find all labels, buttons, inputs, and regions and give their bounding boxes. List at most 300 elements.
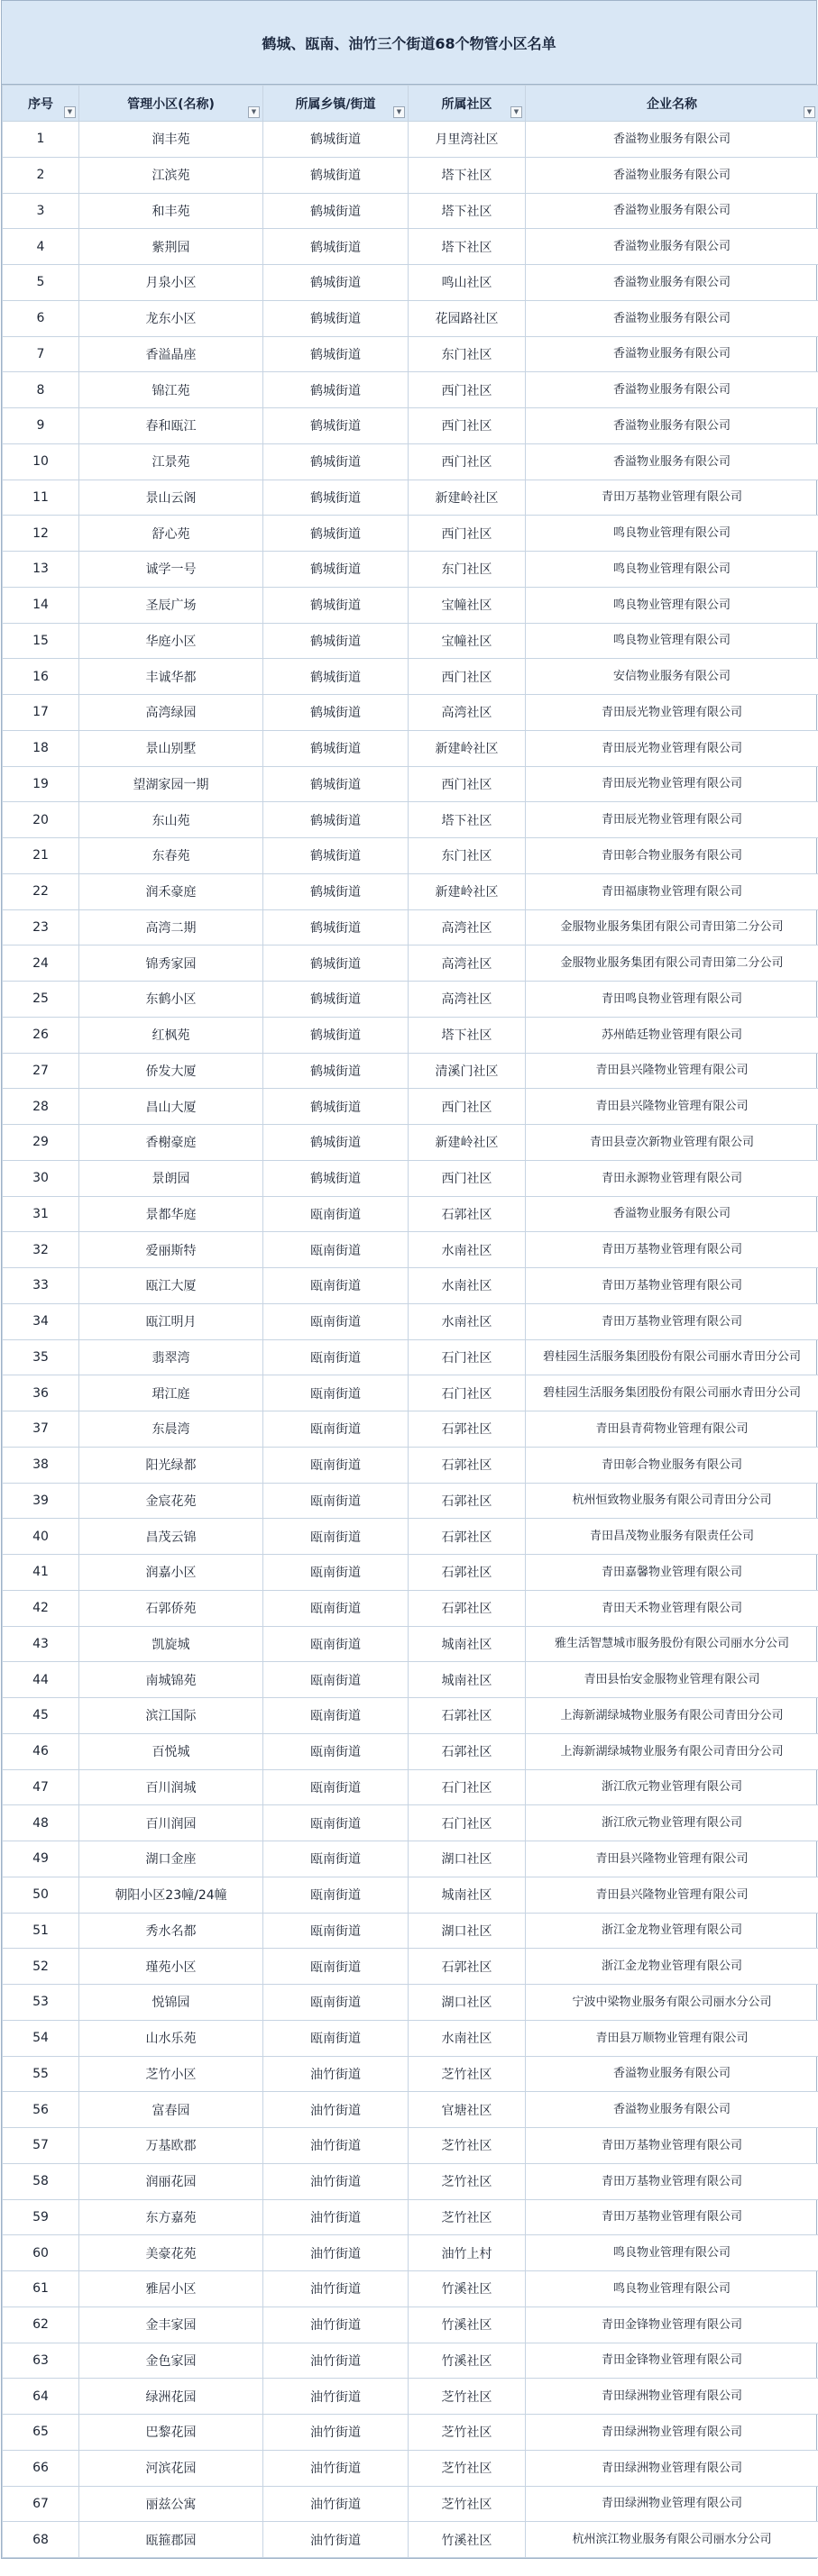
cell-index[interactable]: 11	[3, 480, 79, 516]
cell-neighborhood[interactable]: 宝幢社区	[409, 587, 526, 623]
cell-street[interactable]: 瓯南街道	[263, 1949, 409, 1985]
cell-neighborhood[interactable]: 新建岭社区	[409, 1125, 526, 1161]
cell-index[interactable]: 46	[3, 1733, 79, 1769]
cell-index[interactable]: 29	[3, 1125, 79, 1161]
cell-index[interactable]: 35	[3, 1339, 79, 1375]
cell-neighborhood[interactable]: 塔下社区	[409, 229, 526, 265]
cell-community[interactable]: 月泉小区	[79, 265, 263, 301]
cell-neighborhood[interactable]: 高湾社区	[409, 909, 526, 945]
cell-community[interactable]: 阳光绿都	[79, 1447, 263, 1483]
cell-street[interactable]: 瓯南街道	[263, 1411, 409, 1448]
cell-community[interactable]: 高湾二期	[79, 909, 263, 945]
cell-index[interactable]: 18	[3, 730, 79, 766]
cell-company[interactable]: 香溢物业服务有限公司	[526, 157, 818, 193]
cell-community[interactable]: 瓯江明月	[79, 1303, 263, 1339]
cell-index[interactable]: 30	[3, 1160, 79, 1196]
cell-community[interactable]: 朝阳小区23幢/24幢	[79, 1877, 263, 1913]
cell-company[interactable]: 香溢物业服务有限公司	[526, 193, 818, 229]
cell-community[interactable]: 富春园	[79, 2092, 263, 2128]
cell-community[interactable]: 香榭豪庭	[79, 1125, 263, 1161]
cell-neighborhood[interactable]: 东门社区	[409, 336, 526, 372]
cell-community[interactable]: 瓯箍郡园	[79, 2522, 263, 2558]
cell-company[interactable]: 青田鸣良物业管理有限公司	[526, 982, 818, 1018]
cell-street[interactable]: 油竹街道	[263, 2128, 409, 2164]
cell-index[interactable]: 63	[3, 2343, 79, 2379]
cell-company[interactable]: 青田彰合物业服务有限公司	[526, 1447, 818, 1483]
cell-index[interactable]: 17	[3, 695, 79, 731]
cell-index[interactable]: 1	[3, 122, 79, 158]
cell-company[interactable]: 青田绿洲物业管理有限公司	[526, 2379, 818, 2415]
cell-street[interactable]: 瓯南街道	[263, 1985, 409, 2021]
cell-company[interactable]: 香溢物业服务有限公司	[526, 229, 818, 265]
cell-community[interactable]: 丰诚华都	[79, 659, 263, 695]
cell-company[interactable]: 金服物业服务集团有限公司青田第二分公司	[526, 945, 818, 982]
cell-neighborhood[interactable]: 湖口社区	[409, 1985, 526, 2021]
cell-neighborhood[interactable]: 城南社区	[409, 1626, 526, 1662]
cell-neighborhood[interactable]: 城南社区	[409, 1877, 526, 1913]
cell-neighborhood[interactable]: 竹溪社区	[409, 2307, 526, 2343]
cell-community[interactable]: 舒心苑	[79, 516, 263, 552]
cell-street[interactable]: 瓯南街道	[263, 1196, 409, 1232]
cell-company[interactable]: 青田辰光物业管理有限公司	[526, 802, 818, 838]
cell-index[interactable]: 39	[3, 1483, 79, 1519]
cell-neighborhood[interactable]: 芝竹社区	[409, 2056, 526, 2092]
cell-community[interactable]: 江景苑	[79, 443, 263, 480]
cell-street[interactable]: 鹤城街道	[263, 1125, 409, 1161]
cell-company[interactable]: 香溢物业服务有限公司	[526, 443, 818, 480]
cell-neighborhood[interactable]: 西门社区	[409, 516, 526, 552]
cell-neighborhood[interactable]: 石郭社区	[409, 1733, 526, 1769]
cell-index[interactable]: 64	[3, 2379, 79, 2415]
cell-street[interactable]: 瓯南街道	[263, 1303, 409, 1339]
cell-neighborhood[interactable]: 高湾社区	[409, 945, 526, 982]
cell-company[interactable]: 青田县兴隆物业管理有限公司	[526, 1053, 818, 1089]
cell-company[interactable]: 鸣良物业管理有限公司	[526, 623, 818, 659]
cell-neighborhood[interactable]: 芝竹社区	[409, 2486, 526, 2522]
cell-community[interactable]: 东鹤小区	[79, 982, 263, 1018]
cell-community[interactable]: 丽兹公寓	[79, 2486, 263, 2522]
cell-company[interactable]: 青田福康物业管理有限公司	[526, 873, 818, 909]
cell-index[interactable]: 66	[3, 2450, 79, 2486]
cell-community[interactable]: 景朗园	[79, 1160, 263, 1196]
cell-company[interactable]: 上海新湖绿城物业服务有限公司青田分公司	[526, 1698, 818, 1734]
cell-company[interactable]: 安信物业服务有限公司	[526, 659, 818, 695]
cell-neighborhood[interactable]: 西门社区	[409, 443, 526, 480]
cell-street[interactable]: 瓯南街道	[263, 1805, 409, 1841]
cell-community[interactable]: 翡翠湾	[79, 1339, 263, 1375]
cell-community[interactable]: 湖口金座	[79, 1841, 263, 1877]
cell-company[interactable]: 青田绿洲物业管理有限公司	[526, 2486, 818, 2522]
cell-index[interactable]: 2	[3, 157, 79, 193]
cell-company[interactable]: 青田万基物业管理有限公司	[526, 1268, 818, 1304]
cell-company[interactable]: 青田县壹次新物业管理有限公司	[526, 1125, 818, 1161]
cell-community[interactable]: 东方嘉苑	[79, 2199, 263, 2235]
cell-index[interactable]: 68	[3, 2522, 79, 2558]
cell-index[interactable]: 19	[3, 766, 79, 802]
cell-community[interactable]: 紫荆园	[79, 229, 263, 265]
cell-index[interactable]: 62	[3, 2307, 79, 2343]
filter-dropdown-icon[interactable]: ▼	[510, 106, 522, 118]
cell-company[interactable]: 香溢物业服务有限公司	[526, 1196, 818, 1232]
cell-community[interactable]: 圣辰广场	[79, 587, 263, 623]
cell-company[interactable]: 青田辰光物业管理有限公司	[526, 766, 818, 802]
cell-neighborhood[interactable]: 石郭社区	[409, 1949, 526, 1985]
cell-index[interactable]: 7	[3, 336, 79, 372]
cell-index[interactable]: 23	[3, 909, 79, 945]
cell-street[interactable]: 鹤城街道	[263, 408, 409, 444]
cell-index[interactable]: 48	[3, 1805, 79, 1841]
cell-company[interactable]: 青田昌茂物业服务有限责任公司	[526, 1519, 818, 1555]
cell-street[interactable]: 油竹街道	[263, 2450, 409, 2486]
cell-company[interactable]: 青田万基物业管理有限公司	[526, 2163, 818, 2199]
cell-neighborhood[interactable]: 水南社区	[409, 2020, 526, 2056]
cell-community[interactable]: 侨发大厦	[79, 1053, 263, 1089]
cell-street[interactable]: 瓯南街道	[263, 2020, 409, 2056]
cell-community[interactable]: 凯旋城	[79, 1626, 263, 1662]
cell-company[interactable]: 青田县兴隆物业管理有限公司	[526, 1089, 818, 1125]
cell-index[interactable]: 40	[3, 1519, 79, 1555]
cell-company[interactable]: 鸣良物业管理有限公司	[526, 2235, 818, 2271]
cell-index[interactable]: 60	[3, 2235, 79, 2271]
cell-company[interactable]: 鸣良物业管理有限公司	[526, 552, 818, 588]
cell-company[interactable]: 青田万基物业管理有限公司	[526, 1232, 818, 1268]
cell-community[interactable]: 红枫苑	[79, 1017, 263, 1053]
cell-street[interactable]: 鹤城街道	[263, 1053, 409, 1089]
cell-index[interactable]: 55	[3, 2056, 79, 2092]
cell-community[interactable]: 绿洲花园	[79, 2379, 263, 2415]
cell-index[interactable]: 22	[3, 873, 79, 909]
cell-community[interactable]: 景山云阁	[79, 480, 263, 516]
cell-index[interactable]: 32	[3, 1232, 79, 1268]
cell-index[interactable]: 47	[3, 1769, 79, 1805]
cell-company[interactable]: 鸣良物业管理有限公司	[526, 2271, 818, 2307]
cell-index[interactable]: 26	[3, 1017, 79, 1053]
cell-community[interactable]: 滨江国际	[79, 1698, 263, 1734]
cell-street[interactable]: 瓯南街道	[263, 1232, 409, 1268]
cell-neighborhood[interactable]: 花园路社区	[409, 300, 526, 336]
cell-community[interactable]: 和丰苑	[79, 193, 263, 229]
cell-neighborhood[interactable]: 石郭社区	[409, 1483, 526, 1519]
cell-neighborhood[interactable]: 油竹上村	[409, 2235, 526, 2271]
cell-index[interactable]: 14	[3, 587, 79, 623]
cell-community[interactable]: 秀水名都	[79, 1913, 263, 1949]
cell-community[interactable]: 南城锦苑	[79, 1662, 263, 1698]
cell-company[interactable]: 浙江欣元物业管理有限公司	[526, 1769, 818, 1805]
cell-street[interactable]: 鹤城街道	[263, 336, 409, 372]
cell-community[interactable]: 悦锦园	[79, 1985, 263, 2021]
cell-street[interactable]: 鹤城街道	[263, 945, 409, 982]
cell-street[interactable]: 瓯南街道	[263, 1769, 409, 1805]
cell-street[interactable]: 鹤城街道	[263, 838, 409, 874]
cell-neighborhood[interactable]: 石郭社区	[409, 1411, 526, 1448]
cell-company[interactable]: 雅生活智慧城市服务股份有限公司丽水分公司	[526, 1626, 818, 1662]
cell-index[interactable]: 20	[3, 802, 79, 838]
cell-index[interactable]: 31	[3, 1196, 79, 1232]
cell-company[interactable]: 青田县怡安金服物业管理有限公司	[526, 1662, 818, 1698]
cell-neighborhood[interactable]: 西门社区	[409, 1089, 526, 1125]
cell-street[interactable]: 鹤城街道	[263, 193, 409, 229]
cell-company[interactable]: 青田绿洲物业管理有限公司	[526, 2450, 818, 2486]
cell-neighborhood[interactable]: 石门社区	[409, 1805, 526, 1841]
cell-street[interactable]: 鹤城街道	[263, 982, 409, 1018]
cell-index[interactable]: 41	[3, 1555, 79, 1591]
cell-community[interactable]: 景山别墅	[79, 730, 263, 766]
cell-neighborhood[interactable]: 塔下社区	[409, 1017, 526, 1053]
cell-street[interactable]: 油竹街道	[263, 2415, 409, 2451]
cell-index[interactable]: 3	[3, 193, 79, 229]
cell-street[interactable]: 鹤城街道	[263, 802, 409, 838]
cell-company[interactable]: 青田县兴隆物业管理有限公司	[526, 1841, 818, 1877]
cell-neighborhood[interactable]: 石门社区	[409, 1339, 526, 1375]
cell-street[interactable]: 鹤城街道	[263, 265, 409, 301]
cell-community[interactable]: 山水乐苑	[79, 2020, 263, 2056]
cell-neighborhood[interactable]: 水南社区	[409, 1303, 526, 1339]
cell-street[interactable]: 鹤城街道	[263, 122, 409, 158]
cell-community[interactable]: 瑾苑小区	[79, 1949, 263, 1985]
cell-index[interactable]: 28	[3, 1089, 79, 1125]
cell-company[interactable]: 青田县青荷物业管理有限公司	[526, 1411, 818, 1448]
cell-index[interactable]: 13	[3, 552, 79, 588]
filter-dropdown-icon[interactable]: ▼	[248, 106, 260, 118]
cell-index[interactable]: 53	[3, 1985, 79, 2021]
cell-street[interactable]: 鹤城街道	[263, 552, 409, 588]
cell-neighborhood[interactable]: 芝竹社区	[409, 2379, 526, 2415]
cell-street[interactable]: 鹤城街道	[263, 1017, 409, 1053]
cell-street[interactable]: 油竹街道	[263, 2092, 409, 2128]
cell-index[interactable]: 10	[3, 443, 79, 480]
cell-street[interactable]: 油竹街道	[263, 2343, 409, 2379]
cell-index[interactable]: 54	[3, 2020, 79, 2056]
cell-index[interactable]: 24	[3, 945, 79, 982]
cell-neighborhood[interactable]: 宝幢社区	[409, 623, 526, 659]
cell-street[interactable]: 瓯南街道	[263, 1375, 409, 1411]
cell-company[interactable]: 杭州恒致物业服务有限公司青田分公司	[526, 1483, 818, 1519]
cell-neighborhood[interactable]: 芝竹社区	[409, 2199, 526, 2235]
cell-street[interactable]: 瓯南街道	[263, 1841, 409, 1877]
cell-community[interactable]: 春和瓯江	[79, 408, 263, 444]
cell-neighborhood[interactable]: 西门社区	[409, 659, 526, 695]
cell-index[interactable]: 59	[3, 2199, 79, 2235]
cell-company[interactable]: 青田万基物业管理有限公司	[526, 2128, 818, 2164]
cell-company[interactable]: 青田万基物业管理有限公司	[526, 2199, 818, 2235]
cell-company[interactable]: 杭州滨江物业服务有限公司丽水分公司	[526, 2522, 818, 2558]
cell-company[interactable]: 金服物业服务集团有限公司青田第二分公司	[526, 909, 818, 945]
cell-street[interactable]: 鹤城街道	[263, 229, 409, 265]
cell-street[interactable]: 鹤城街道	[263, 480, 409, 516]
cell-neighborhood[interactable]: 石门社区	[409, 1769, 526, 1805]
cell-community[interactable]: 金色家园	[79, 2343, 263, 2379]
cell-index[interactable]: 45	[3, 1698, 79, 1734]
cell-community[interactable]: 香溢晶座	[79, 336, 263, 372]
cell-community[interactable]: 昌山大厦	[79, 1089, 263, 1125]
cell-company[interactable]: 香溢物业服务有限公司	[526, 2092, 818, 2128]
cell-neighborhood[interactable]: 东门社区	[409, 552, 526, 588]
cell-company[interactable]: 香溢物业服务有限公司	[526, 408, 818, 444]
cell-street[interactable]: 瓯南街道	[263, 1662, 409, 1698]
cell-index[interactable]: 44	[3, 1662, 79, 1698]
cell-street[interactable]: 鹤城街道	[263, 157, 409, 193]
cell-community[interactable]: 芝竹小区	[79, 2056, 263, 2092]
cell-community[interactable]: 锦秀家园	[79, 945, 263, 982]
cell-community[interactable]: 润禾豪庭	[79, 873, 263, 909]
cell-neighborhood[interactable]: 竹溪社区	[409, 2343, 526, 2379]
cell-community[interactable]: 百川润园	[79, 1805, 263, 1841]
cell-community[interactable]: 东春苑	[79, 838, 263, 874]
cell-community[interactable]: 百川润城	[79, 1769, 263, 1805]
cell-company[interactable]: 浙江欣元物业管理有限公司	[526, 1805, 818, 1841]
cell-index[interactable]: 36	[3, 1375, 79, 1411]
cell-company[interactable]: 浙江金龙物业管理有限公司	[526, 1913, 818, 1949]
cell-index[interactable]: 15	[3, 623, 79, 659]
cell-index[interactable]: 51	[3, 1913, 79, 1949]
cell-index[interactable]: 21	[3, 838, 79, 874]
cell-company[interactable]: 浙江金龙物业管理有限公司	[526, 1949, 818, 1985]
cell-street[interactable]: 油竹街道	[263, 2271, 409, 2307]
cell-street[interactable]: 鹤城街道	[263, 623, 409, 659]
cell-street[interactable]: 鹤城街道	[263, 1089, 409, 1125]
cell-index[interactable]: 37	[3, 1411, 79, 1448]
filter-dropdown-icon[interactable]: ▼	[64, 106, 76, 118]
cell-neighborhood[interactable]: 高湾社区	[409, 695, 526, 731]
cell-street[interactable]: 瓯南街道	[263, 1483, 409, 1519]
cell-street[interactable]: 油竹街道	[263, 2199, 409, 2235]
cell-street[interactable]: 瓯南街道	[263, 1913, 409, 1949]
cell-neighborhood[interactable]: 石郭社区	[409, 1555, 526, 1591]
cell-index[interactable]: 8	[3, 372, 79, 408]
cell-neighborhood[interactable]: 竹溪社区	[409, 2271, 526, 2307]
cell-neighborhood[interactable]: 芝竹社区	[409, 2450, 526, 2486]
cell-street[interactable]: 鹤城街道	[263, 443, 409, 480]
cell-index[interactable]: 5	[3, 265, 79, 301]
cell-company[interactable]: 香溢物业服务有限公司	[526, 122, 818, 158]
cell-neighborhood[interactable]: 西门社区	[409, 372, 526, 408]
cell-index[interactable]: 43	[3, 1626, 79, 1662]
cell-company[interactable]: 青田天禾物业管理有限公司	[526, 1590, 818, 1626]
cell-company[interactable]: 青田辰光物业管理有限公司	[526, 730, 818, 766]
cell-neighborhood[interactable]: 新建岭社区	[409, 480, 526, 516]
cell-neighborhood[interactable]: 水南社区	[409, 1232, 526, 1268]
cell-street[interactable]: 鹤城街道	[263, 659, 409, 695]
cell-street[interactable]: 鹤城街道	[263, 587, 409, 623]
cell-neighborhood[interactable]: 湖口社区	[409, 1913, 526, 1949]
cell-company[interactable]: 香溢物业服务有限公司	[526, 300, 818, 336]
cell-community[interactable]: 万基欧郡	[79, 2128, 263, 2164]
cell-company[interactable]: 香溢物业服务有限公司	[526, 2056, 818, 2092]
cell-neighborhood[interactable]: 西门社区	[409, 1160, 526, 1196]
cell-index[interactable]: 49	[3, 1841, 79, 1877]
cell-company[interactable]: 碧桂园生活服务集团股份有限公司丽水青田分公司	[526, 1339, 818, 1375]
cell-street[interactable]: 瓯南街道	[263, 1555, 409, 1591]
cell-community[interactable]: 金丰家园	[79, 2307, 263, 2343]
cell-neighborhood[interactable]: 石郭社区	[409, 1519, 526, 1555]
cell-index[interactable]: 16	[3, 659, 79, 695]
cell-street[interactable]: 油竹街道	[263, 2522, 409, 2558]
cell-neighborhood[interactable]: 塔下社区	[409, 157, 526, 193]
cell-community[interactable]: 诚学一号	[79, 552, 263, 588]
cell-street[interactable]: 瓯南街道	[263, 1268, 409, 1304]
cell-street[interactable]: 油竹街道	[263, 2056, 409, 2092]
cell-neighborhood[interactable]: 石郭社区	[409, 1698, 526, 1734]
cell-street[interactable]: 鹤城街道	[263, 695, 409, 731]
cell-community[interactable]: 河滨花园	[79, 2450, 263, 2486]
cell-company[interactable]: 青田万基物业管理有限公司	[526, 1303, 818, 1339]
cell-neighborhood[interactable]: 芝竹社区	[409, 2128, 526, 2164]
cell-street[interactable]: 瓯南街道	[263, 1339, 409, 1375]
cell-community[interactable]: 珺江庭	[79, 1375, 263, 1411]
cell-community[interactable]: 龙东小区	[79, 300, 263, 336]
cell-index[interactable]: 9	[3, 408, 79, 444]
cell-community[interactable]: 润嘉小区	[79, 1555, 263, 1591]
cell-index[interactable]: 52	[3, 1949, 79, 1985]
cell-community[interactable]: 昌茂云锦	[79, 1519, 263, 1555]
cell-street[interactable]: 瓯南街道	[263, 1519, 409, 1555]
cell-company[interactable]: 碧桂园生活服务集团股份有限公司丽水青田分公司	[526, 1375, 818, 1411]
cell-neighborhood[interactable]: 竹溪社区	[409, 2522, 526, 2558]
cell-company[interactable]: 香溢物业服务有限公司	[526, 336, 818, 372]
cell-index[interactable]: 58	[3, 2163, 79, 2199]
cell-street[interactable]: 鹤城街道	[263, 300, 409, 336]
cell-community[interactable]: 巴黎花园	[79, 2415, 263, 2451]
cell-community[interactable]: 爱丽斯特	[79, 1232, 263, 1268]
cell-index[interactable]: 42	[3, 1590, 79, 1626]
cell-community[interactable]: 望湖家园一期	[79, 766, 263, 802]
cell-neighborhood[interactable]: 水南社区	[409, 1268, 526, 1304]
cell-street[interactable]: 瓯南街道	[263, 1447, 409, 1483]
cell-community[interactable]: 高湾绿园	[79, 695, 263, 731]
cell-company[interactable]: 青田金锋物业管理有限公司	[526, 2307, 818, 2343]
cell-company[interactable]: 青田彰合物业服务有限公司	[526, 838, 818, 874]
cell-neighborhood[interactable]: 鸣山社区	[409, 265, 526, 301]
cell-street[interactable]: 瓯南街道	[263, 1590, 409, 1626]
cell-street[interactable]: 油竹街道	[263, 2235, 409, 2271]
cell-neighborhood[interactable]: 塔下社区	[409, 802, 526, 838]
cell-company[interactable]: 青田万基物业管理有限公司	[526, 480, 818, 516]
cell-community[interactable]: 石郭侨苑	[79, 1590, 263, 1626]
cell-company[interactable]: 上海新湖绿城物业服务有限公司青田分公司	[526, 1733, 818, 1769]
cell-neighborhood[interactable]: 城南社区	[409, 1662, 526, 1698]
cell-company[interactable]: 鸣良物业管理有限公司	[526, 587, 818, 623]
cell-index[interactable]: 27	[3, 1053, 79, 1089]
cell-community[interactable]: 锦江苑	[79, 372, 263, 408]
cell-company[interactable]: 香溢物业服务有限公司	[526, 265, 818, 301]
cell-neighborhood[interactable]: 西门社区	[409, 766, 526, 802]
cell-community[interactable]: 百悦城	[79, 1733, 263, 1769]
cell-index[interactable]: 57	[3, 2128, 79, 2164]
cell-community[interactable]: 华庭小区	[79, 623, 263, 659]
cell-street[interactable]: 油竹街道	[263, 2486, 409, 2522]
cell-company[interactable]: 青田县万顺物业管理有限公司	[526, 2020, 818, 2056]
cell-company[interactable]: 苏州皓廷物业管理有限公司	[526, 1017, 818, 1053]
cell-community[interactable]: 景都华庭	[79, 1196, 263, 1232]
cell-street[interactable]: 鹤城街道	[263, 766, 409, 802]
cell-street[interactable]: 鹤城街道	[263, 1160, 409, 1196]
cell-street[interactable]: 油竹街道	[263, 2307, 409, 2343]
cell-company[interactable]: 青田辰光物业管理有限公司	[526, 695, 818, 731]
cell-neighborhood[interactable]: 石郭社区	[409, 1447, 526, 1483]
cell-street[interactable]: 鹤城街道	[263, 873, 409, 909]
cell-index[interactable]: 12	[3, 516, 79, 552]
cell-community[interactable]: 润丽花园	[79, 2163, 263, 2199]
cell-street[interactable]: 瓯南街道	[263, 1877, 409, 1913]
cell-neighborhood[interactable]: 新建岭社区	[409, 730, 526, 766]
cell-neighborhood[interactable]: 新建岭社区	[409, 873, 526, 909]
cell-index[interactable]: 65	[3, 2415, 79, 2451]
cell-index[interactable]: 33	[3, 1268, 79, 1304]
cell-community[interactable]: 金宸花苑	[79, 1483, 263, 1519]
cell-street[interactable]: 鹤城街道	[263, 730, 409, 766]
cell-company[interactable]: 青田金锋物业管理有限公司	[526, 2343, 818, 2379]
cell-neighborhood[interactable]: 东门社区	[409, 838, 526, 874]
